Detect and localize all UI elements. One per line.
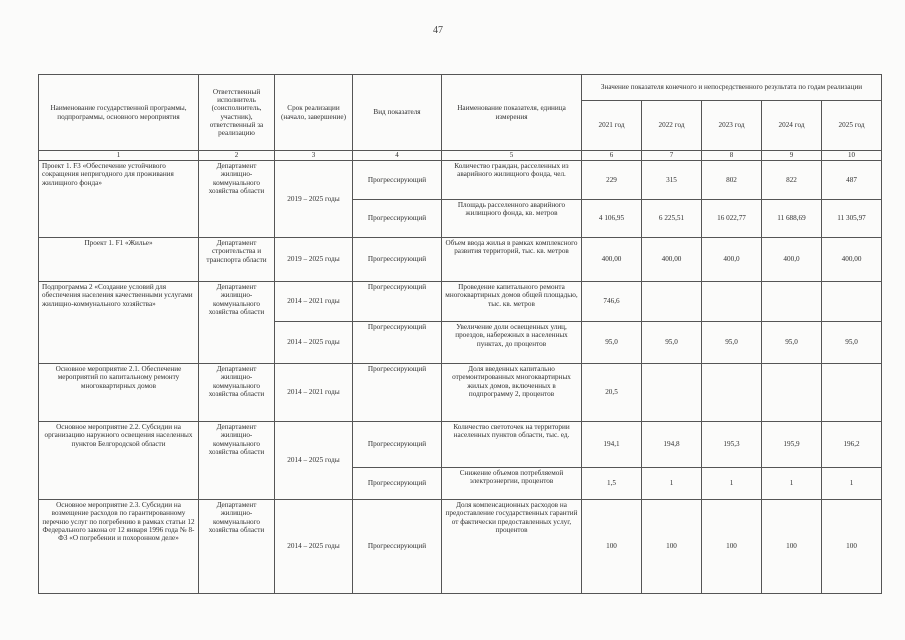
responsible-cell: Департамент жилищно-коммунального хозяйства области [199,364,275,422]
value-cell: 195,3 [702,422,762,468]
value-cell: 196,2 [822,422,882,468]
value-cell: 6 225,51 [642,200,702,238]
value-cell: 11 688,69 [762,200,822,238]
header-year: 2025 год [822,101,882,151]
value-cell [762,282,822,322]
value-cell: 194,8 [642,422,702,468]
indicator-name-cell: Увеличение доли освещенных улиц, проездов, набережных в населенных пунктах, до процентов [442,322,582,364]
responsible-cell: Департамент жилищно-коммунального хозяйства области [199,161,275,238]
value-cell: 95,0 [702,322,762,364]
value-cell: 11 305,97 [822,200,882,238]
indicators-table [38,74,882,594]
indicator-name-cell: Снижение объемов потребляемой электроэнергии, процентов [442,468,582,500]
indicator-type-cell: Прогрессирующий [353,500,442,594]
table-row [39,238,882,282]
value-cell: 100 [822,500,882,594]
indicator-name-cell: Проведение капитального ремонта многоквартирных домов общей площадью, тыс. кв. метров [442,282,582,322]
period-cell: 2014 – 2025 годы [275,422,353,500]
value-cell: 1 [822,468,882,500]
indicator-type-cell: Прогрессирующий [353,322,442,364]
table-row [39,422,882,468]
period-cell: 2014 – 2025 годы [275,322,353,364]
value-cell: 20,5 [582,364,642,422]
header-value-group: Значение показателя конечного и непосредственного результата по годам реализации [582,75,882,101]
period-cell: 2019 – 2025 годы [275,238,353,282]
value-cell [822,282,882,322]
program-cell: Проект 1. F1 «Жилье» [39,238,199,282]
indicator-type-cell: Прогрессирующий [353,238,442,282]
header-responsible: Ответственный исполнитель (соисполнитель, участник), ответственный за реализацию [199,75,275,151]
value-cell: 400,0 [702,238,762,282]
value-cell: 822 [762,161,822,200]
program-cell: Основное мероприятие 2.2. Субсидии на организацию наружного освещения населенных пунктов Белгородской области [39,422,199,500]
indicator-type-cell: Прогрессирующий [353,200,442,238]
value-cell: 100 [582,500,642,594]
indicator-name-cell: Количество светоточек на территории населенных пунктов области, тыс. ед. [442,422,582,468]
header-year: 2022 год [642,101,702,151]
indicator-name-cell: Доля компенсационных расходов на предоставление государственных гарантий от фактически предоставленных услуг, процентов [442,500,582,594]
value-cell: 1 [762,468,822,500]
header-row [39,75,882,101]
value-cell: 95,0 [582,322,642,364]
table-row [39,500,882,594]
value-cell [822,364,882,422]
column-index: 10 [822,151,882,161]
value-cell [642,282,702,322]
value-cell: 487 [822,161,882,200]
value-cell: 4 106,95 [582,200,642,238]
column-index: 6 [582,151,642,161]
period-cell: 2014 – 2021 годы [275,282,353,322]
indicator-type-cell: Прогрессирующий [353,364,442,422]
value-cell: 802 [702,161,762,200]
value-cell: 400,0 [762,238,822,282]
value-cell: 95,0 [762,322,822,364]
value-cell: 95,0 [822,322,882,364]
column-index: 8 [702,151,762,161]
value-cell: 315 [642,161,702,200]
value-cell: 194,1 [582,422,642,468]
indicator-type-cell: Прогрессирующий [353,282,442,322]
header-period: Срок реализации (начало, завершение) [275,75,353,151]
indicator-name-cell: Площадь расселенного аварийного жилищного фонда, кв. метров [442,200,582,238]
responsible-cell: Департамент жилищно-коммунального хозяйства области [199,500,275,594]
table-row [39,161,882,200]
value-cell: 400,00 [642,238,702,282]
responsible-cell: Департамент жилищно-коммунального хозяйства области [199,282,275,364]
value-cell: 746,6 [582,282,642,322]
value-cell: 1,5 [582,468,642,500]
header-indicator-type: Вид показателя [353,75,442,151]
column-index: 2 [199,151,275,161]
column-index: 5 [442,151,582,161]
header-year: 2024 год [762,101,822,151]
value-cell [702,282,762,322]
value-cell [762,364,822,422]
period-cell: 2019 – 2025 годы [275,161,353,238]
indicator-name-cell: Объем ввода жилья в рамках комплексного развития территорий, тыс. кв. метров [442,238,582,282]
value-cell [702,364,762,422]
table-row [39,282,882,322]
period-cell: 2014 – 2021 годы [275,364,353,422]
indicator-name-cell: Количество граждан, расселенных из аварийного жилищного фонда, чел. [442,161,582,200]
responsible-cell: Департамент строительства и транспорта области [199,238,275,282]
value-cell: 100 [702,500,762,594]
program-cell: Подпрограмма 2 «Создание условий для обеспечения населения качественными услугами жилищно-коммунального хозяйства» [39,282,199,364]
value-cell [642,364,702,422]
column-index: 3 [275,151,353,161]
page-number: 47 [433,25,443,36]
value-cell: 229 [582,161,642,200]
program-cell: Основное мероприятие 2.3. Субсидии на возмещение расходов по гарантированному перечню услуг по погребению в рамках статьи 12 Федерального закона от 12 января 1996 года № 8-ФЗ «О погребении и похоронном деле» [39,500,199,594]
header-indicator-name: Наименование показателя, единица измерения [442,75,582,151]
value-cell: 195,9 [762,422,822,468]
header-year: 2021 год [582,101,642,151]
column-index: 7 [642,151,702,161]
column-index: 4 [353,151,442,161]
value-cell: 1 [642,468,702,500]
program-cell: Проект 1. F3 «Обеспечение устойчивого сокращения непригодного для проживания жилищного фонда» [39,161,199,238]
value-cell: 100 [642,500,702,594]
column-index: 1 [39,151,199,161]
header-year: 2023 год [702,101,762,151]
indicator-type-cell: Прогрессирующий [353,161,442,200]
program-cell: Основное мероприятие 2.1. Обеспечение мероприятий по капитальному ремонту многоквартирных домов [39,364,199,422]
value-cell: 400,00 [822,238,882,282]
header-program: Наименование государственной программы, подпрограммы, основного мероприятия [39,75,199,151]
indicator-name-cell: Доля введенных капитально отремонтированных многоквартирных жилых домов, включенных в подпрограмму 2, процентов [442,364,582,422]
indicator-type-cell: Прогрессирующий [353,468,442,500]
value-cell: 95,0 [642,322,702,364]
column-index: 9 [762,151,822,161]
value-cell: 100 [762,500,822,594]
value-cell: 16 022,77 [702,200,762,238]
table-row [39,364,882,422]
value-cell: 400,00 [582,238,642,282]
column-index-row [39,151,882,161]
value-cell: 1 [702,468,762,500]
period-cell: 2014 – 2025 годы [275,500,353,594]
responsible-cell: Департамент жилищно-коммунального хозяйства области [199,422,275,500]
indicator-type-cell: Прогрессирующий [353,422,442,468]
